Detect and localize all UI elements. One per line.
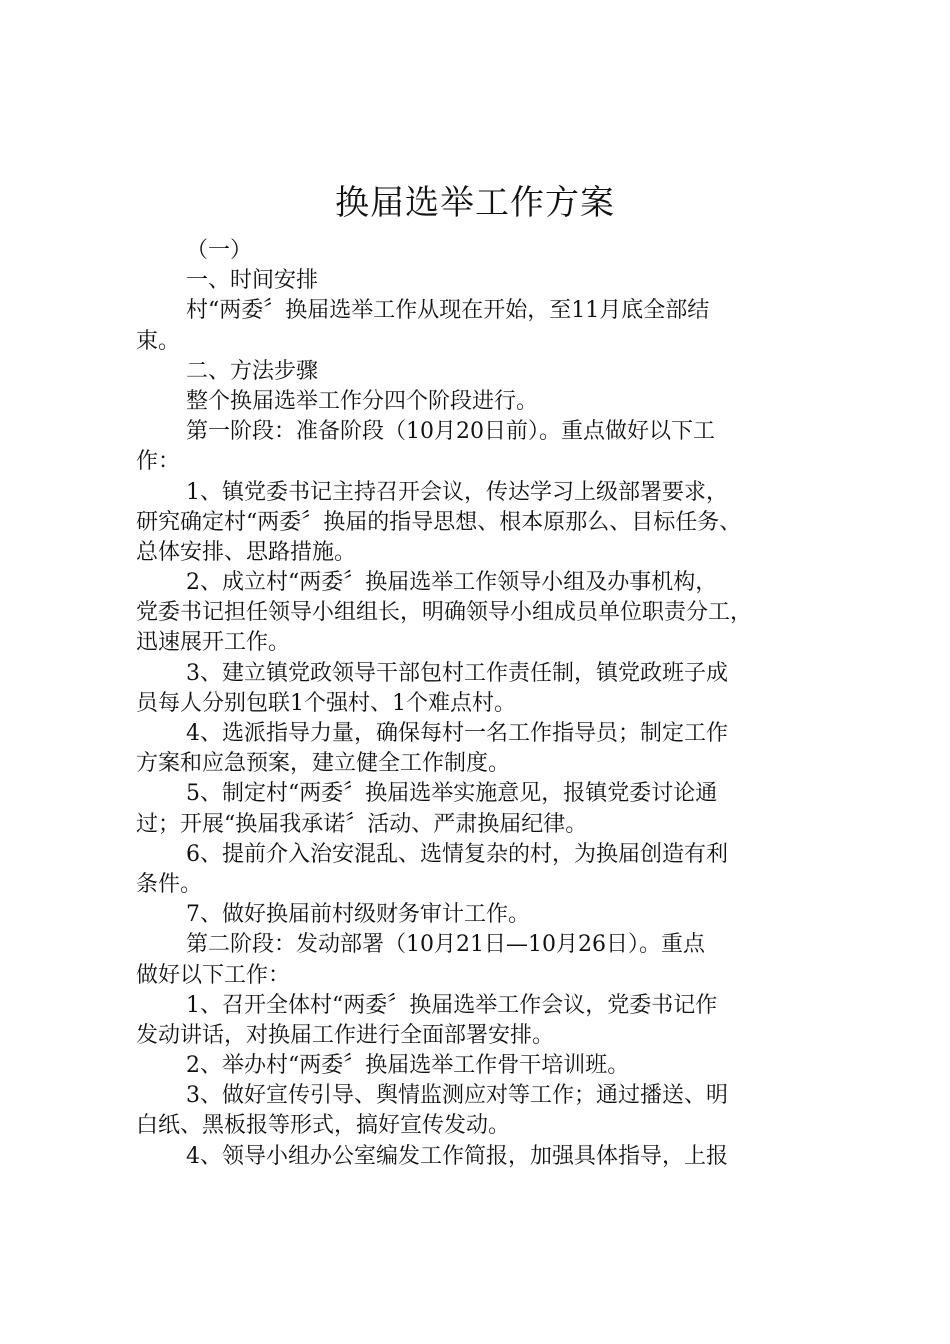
body-line: 员每人分别包联1个强村、1个难点村。: [136, 690, 516, 716]
body-line: 3、建立镇党政领导干部包村工作责任制，镇党政班子成: [186, 660, 728, 686]
body-line: 6、提前介入治安混乱、选情复杂的村，为换届创造有利: [186, 841, 728, 867]
body-line: 二、方法步骤: [186, 358, 319, 384]
body-line: 2、举办村“两委〞换届选举工作骨干培训班。: [186, 1053, 630, 1079]
body-line: 白纸、黑板报等形式，搞好宣传发动。: [136, 1113, 511, 1139]
body-line: 做好以下工作：: [136, 962, 291, 988]
body-line: 第一阶段：准备阶段（10月20日前）。重点做好以下工: [186, 419, 715, 445]
body-line: 一、时间安排: [186, 268, 319, 294]
document-body: [136, 236, 836, 1172]
body-line: 党委书记担任领导小组组长，明确领导小组成员单位职责分工，: [136, 600, 753, 626]
body-line: 过；开展“换届我承诺〞活动、严肃换届纪律。: [136, 811, 588, 837]
body-line: 村“两委〞换届选举工作从现在开始，至11月底全部结: [186, 298, 710, 324]
body-line: 2、成立村“两委〞换届选举工作领导小组及办事机构，: [186, 570, 718, 596]
body-line: 作：: [136, 449, 181, 475]
body-line: 4、领导小组办公室编发工作简报，加强具体指导，上报: [186, 1143, 728, 1169]
document-title: 换届选举工作方案: [335, 183, 615, 223]
body-line: 4、选派指导力量，确保每村一名工作指导员；制定工作: [186, 721, 728, 746]
body-line: 研究确定村“两委〞换届的指导思想、根本原那么、目标任务、: [136, 509, 742, 535]
body-line: 3、做好宣传引导、舆情监测应对等工作；通过播送、明: [186, 1083, 728, 1109]
body-line: 第二阶段：发动部署（10月21日—10月26日）。重点: [186, 932, 705, 958]
body-line: 整个换届选举工作分四个阶段进行。: [186, 388, 539, 414]
body-line: 5、制定村“两委〞换届选举实施意见，报镇党委讨论通: [186, 781, 718, 807]
body-line: 方案和应急预案，建立健全工作制度。: [136, 751, 511, 777]
body-line: 迅速展开工作。: [136, 630, 291, 656]
body-line: 束。: [136, 328, 181, 354]
body-line: 条件。: [136, 871, 203, 897]
body-line: 总体安排、思路措施。: [136, 539, 357, 565]
body-line: 1、镇党委书记主持召开会议，传达学习上级部署要求，: [186, 479, 728, 505]
body-line: 发动讲话，对换届工作进行全面部署安排。: [136, 1022, 555, 1048]
body-line: 7、做好换届前村级财务审计工作。: [186, 902, 530, 928]
body-line: （一）: [186, 238, 253, 263]
body-line: 1、召开全体村“两委〞换届选举工作会议，党委书记作: [186, 992, 718, 1018]
